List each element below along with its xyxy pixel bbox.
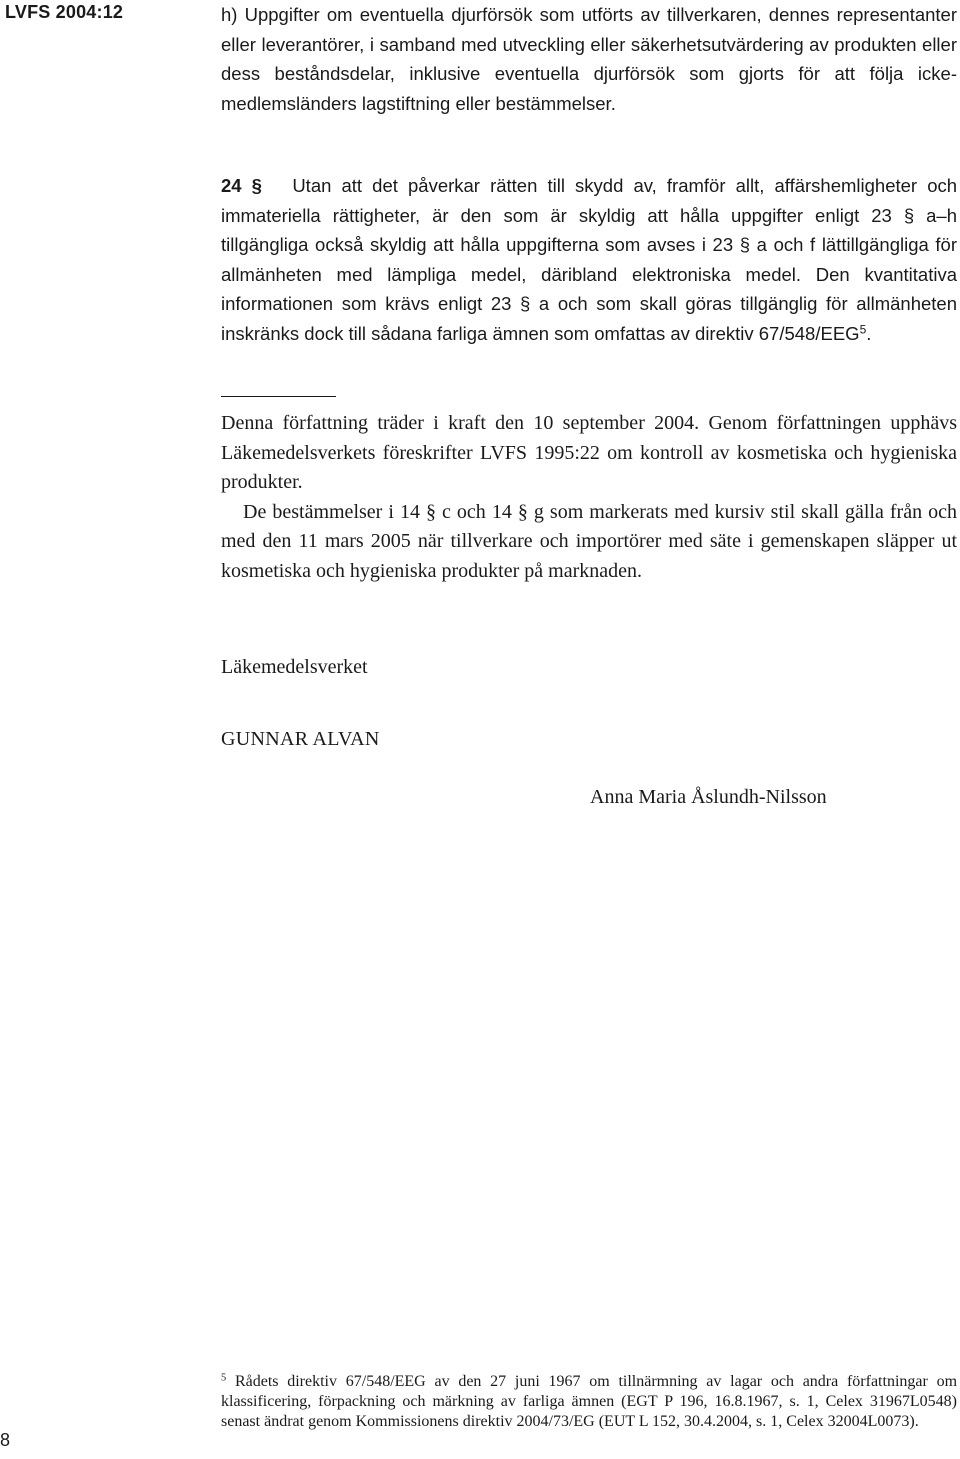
footnote-text: Rådets direktiv 67/548/EEG av den 27 juni 1967 om tillnärmning av lagar och andra författningar om klassificering, förpackning och märkning av farliga ämnen (EGT P 196, 16.8.1967, s. 1, Celex 31967L0548) senast ändrat genom Kommissionens direktiv 2004/73/EG (EUT L 152, 30.4.2004, s. 1, Celex 32004L0073). [221, 1373, 958, 1430]
entry-into-force: Denna författning träder i kraft den 10 september 2004. Genom författningen upphävs Läkemedelsverkets föreskrifter LVFS 1995:22 om kontroll av kosmetiska och hygieniska produkter. [221, 412, 957, 494]
footnote [221, 1372, 957, 1432]
page-number: 8 [0, 1430, 11, 1450]
separator-rule [221, 396, 336, 397]
signature-authority: Läkemedelsverket [221, 656, 368, 678]
signature-signer: GUNNAR ALVAN [221, 728, 380, 750]
section-24-end: . [866, 322, 872, 344]
footnote-ref: 5 [859, 322, 867, 337]
section-24-text: Utan att det påverkar rätten till skydd av, framför allt, affärshemligheter och immateriella rättigheter, är den som är skyldig att hålla uppgifter enligt 23 § a–h tillgängliga också skyldig att hålla uppgifterna som avses i 23 § a och f lättillgängliga för allmänheten med lämpliga medel, däribland elektroniska medel. Den kvantitativa informationen som krävs enligt 23 § a och som skall göras tillgänglig för allmänheten inskränks dock till sådana farliga ämnen som omfattas av direktiv 67/548/EEG [221, 175, 958, 344]
signature-countersigner: Anna Maria Åslundh-Nilsson [590, 786, 827, 808]
footnote-marker: 5 [221, 1372, 227, 1384]
item-h [221, 0, 957, 118]
item-h-text: h) Uppgifter om eventuella djurförsök som utförts av tillverkaren, dennes representanter eller leverantörer, i samband med utveckling eller säkerhetsutvärdering av produkten eller dess beståndsdelar, inklusive eventuella djurförsök som gjorts för att följa icke-medlemsländers lagstiftning eller bestämmelser. [221, 4, 957, 114]
section-24-paragraph [221, 171, 957, 349]
closing-provisions [221, 409, 957, 587]
transition-provision: De bestämmelser i 14 § c och 14 § g som markerats med kursiv stil skall gälla från och med den 11 mars 2005 när tillverkare och importörer med säte i gemenskapen släpper ut kosmetiska och hygieniska produkter på marknaden. [221, 500, 957, 582]
section-24 [221, 171, 957, 349]
section-24-number: 24 § [221, 175, 262, 196]
document-id: LVFS 2004:12 [5, 2, 124, 22]
